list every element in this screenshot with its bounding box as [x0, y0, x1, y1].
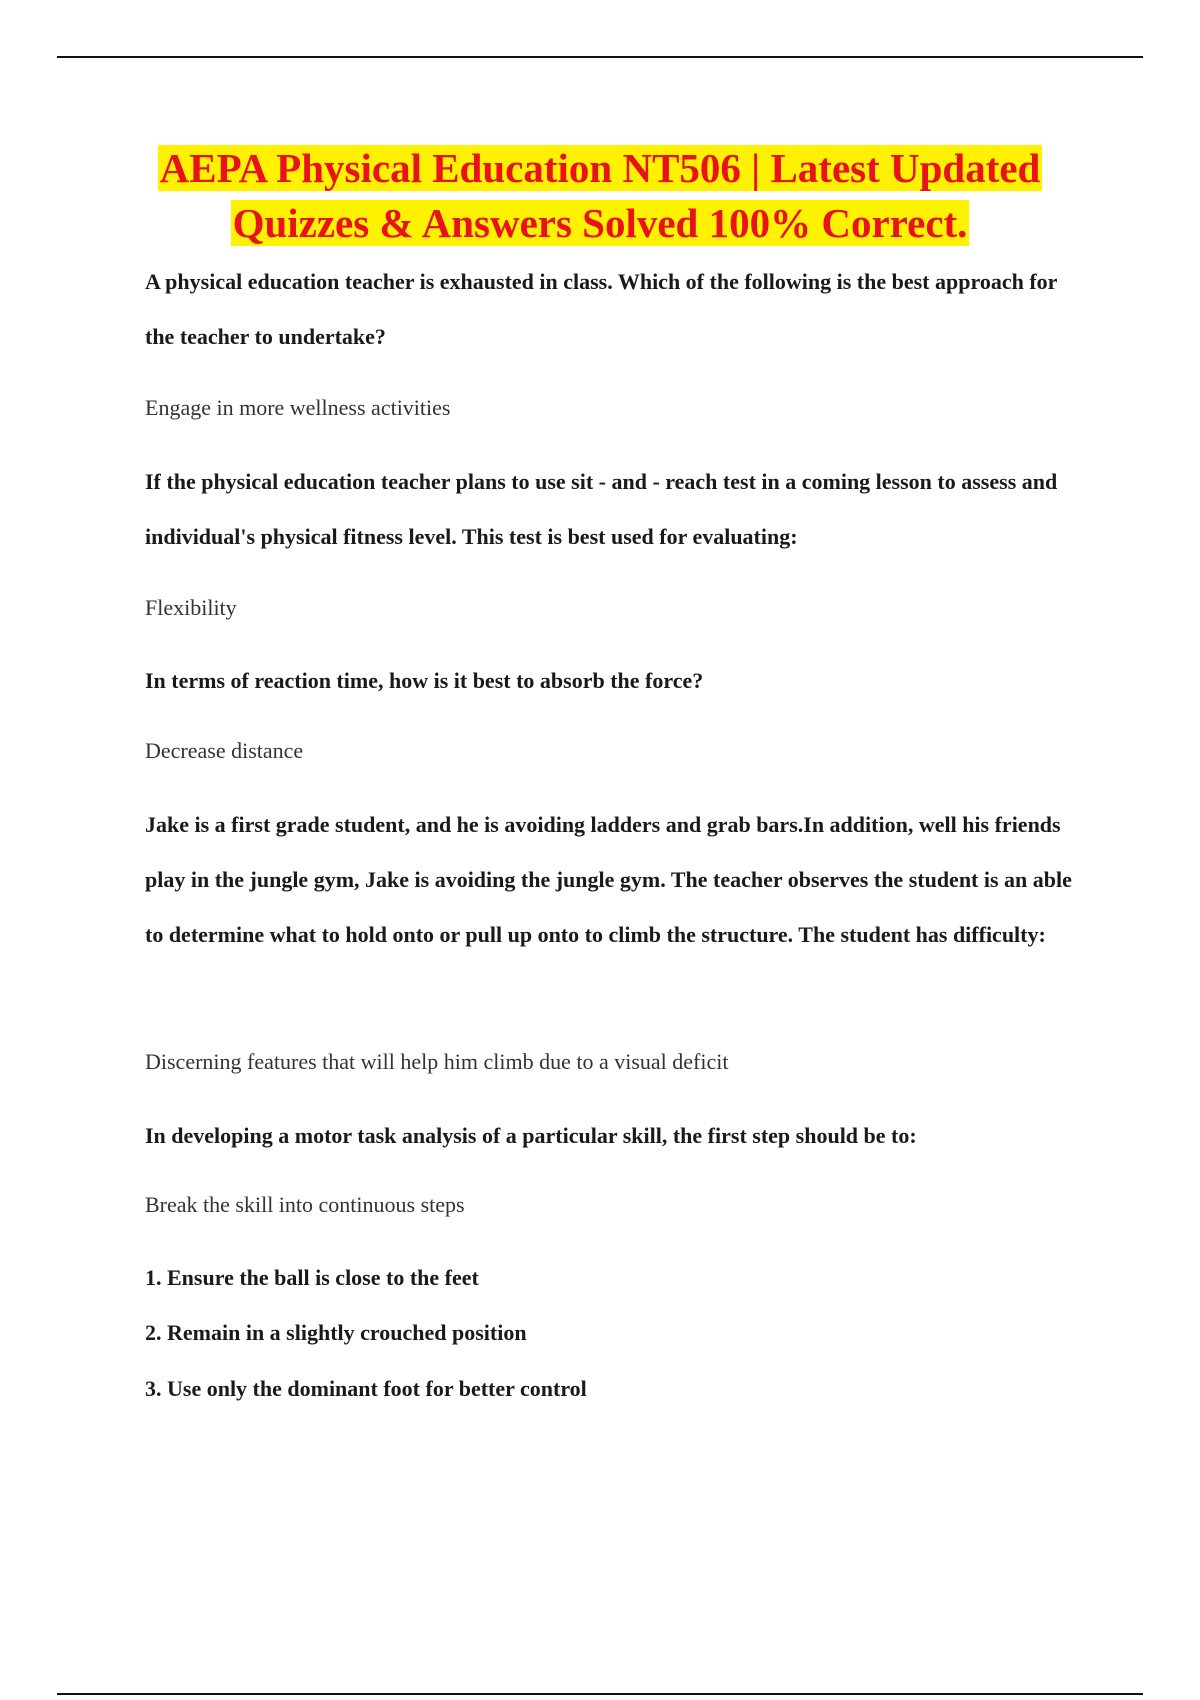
question-3: In terms of reaction time, how is it best to absorb the force? — [145, 668, 704, 693]
title-line-1: AEPA Physical Education NT506 | Latest Updated — [159, 145, 1041, 191]
answer-5: Break the skill into continuous steps — [145, 1192, 465, 1217]
top-rule — [57, 56, 1143, 58]
question-5: In developing a motor task analysis of a particular skill, the first step should be to: — [145, 1123, 917, 1148]
title-line-2: Quizzes & Answers Solved 100% Correct. — [232, 200, 968, 246]
question-1: A physical education teacher is exhausted in class. Which of the following is the best approach for the teacher to undertake? — [145, 269, 1058, 349]
answer-2: Flexibility — [145, 595, 237, 620]
question-2: If the physical education teacher plans to use sit - and - reach test in a coming lesson to assess and individual's physical fitness level. This test is best used for evaluating: — [145, 469, 1058, 549]
bottom-rule — [57, 1693, 1143, 1695]
answer-4: Discerning features that will help him climb due to a visual deficit — [145, 1049, 729, 1074]
document-title — [60, 141, 1140, 251]
list-item-3: 3. Use only the dominant foot for better control — [145, 1376, 587, 1401]
list-item-2: 2. Remain in a slightly crouched position — [145, 1320, 527, 1345]
question-4: Jake is a first grade student, and he is avoiding ladders and grab bars.In addition, well his friends play in the jungle gym, Jake is avoiding the jungle gym. The teacher observes the student is an able to determine what to hold onto or pull up onto to climb the structure. The student has difficulty: — [145, 812, 1072, 947]
answer-1: Engage in more wellness activities — [145, 395, 451, 420]
answer-3: Decrease distance — [145, 738, 304, 763]
list-item-1: 1. Ensure the ball is close to the feet — [145, 1265, 479, 1290]
